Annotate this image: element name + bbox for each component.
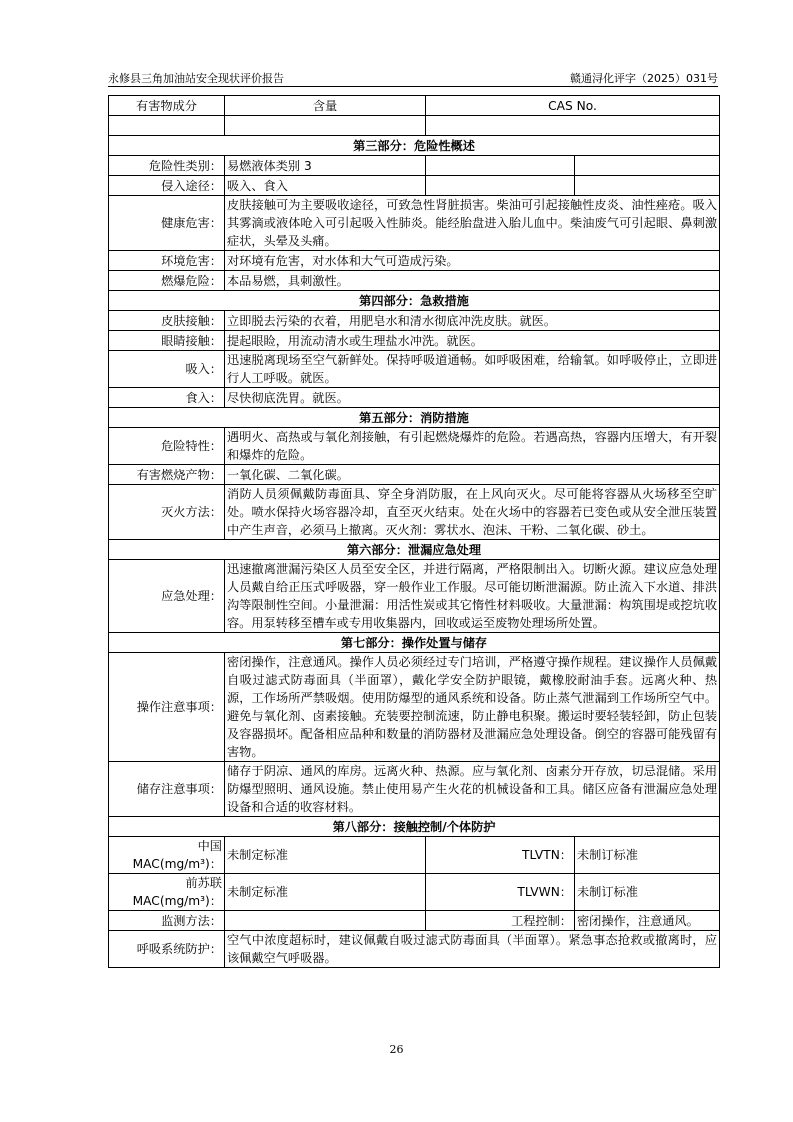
section6-title: 第六部分：泄漏应急处理	[109, 540, 720, 560]
inhale-label: 吸入：	[109, 351, 225, 388]
health-value: 皮肤接触可为主要吸收途径，可致急性肾脏损害。柴油可引起接触性皮炎、油性痤疮。吸入其雾滴或液体呛入可引起吸入性肺炎。能经胎盘进入胎儿血中。柴油废气可引起眼、鼻刺激症状，头晕及头痛。	[225, 196, 720, 251]
storage-value: 储存于阴凉、通风的库房。远离火种、热源。应与氧化剂、卤素分开存放，切忌混储。采用防爆型照明、通风设施。禁止使用易产生火花的机械设备和工具。储区应备有泄漏应急处理设备和合适的收容材料。	[225, 762, 720, 817]
respiratory-value: 空气中浓度超标时，建议佩戴自吸过滤式防毒面具（半面罩）。紧急事态抢救或撤离时，应该佩戴空气呼吸器。	[225, 931, 720, 968]
col-header-component: 有害物成分	[109, 96, 225, 116]
tlvwn-value: 未制订标准	[575, 874, 720, 911]
col-header-cas: CAS No.	[426, 96, 720, 116]
env-value: 对环境有危害，对水体和大气可造成污染。	[225, 251, 720, 271]
section3-title: 第三部分：危险性概述	[109, 136, 720, 156]
fire-hazard-value: 遇明火、高热或与氧化剂接触，有引起燃烧爆炸的危险。若遇高热，容器内压增大，有开裂和爆炸的危险。	[225, 428, 720, 465]
msds-table	[108, 95, 720, 968]
col-header-content: 含量	[225, 96, 426, 116]
emergency-value: 迅速撤离泄漏污染区人员至安全区，并进行隔离，严格限制出入。切断火源。建议应急处理人员戴自给正压式呼吸器，穿一般作业工作服。尽可能切断泄漏源。防止流入下水道、排洪沟等限制性空间。小量泄漏：用活性炭或其它惰性材料吸收。大量泄漏：构筑围堤或挖坑收容。用泵转移至槽车或专用收集器内，回收或运至废物处理场所处置。	[225, 560, 720, 633]
empty-row	[109, 116, 720, 136]
section7-title: 第七部分：操作处置与储存	[109, 633, 720, 653]
combustion-products-value: 一氧化碳、二氧化碳。	[225, 465, 720, 485]
ingest-value: 尽快彻底洗胃。就医。	[225, 388, 720, 408]
eye-label: 眼睛接触：	[109, 331, 225, 351]
report-title: 永修县三角加油站安全现状评价报告	[108, 72, 284, 85]
operation-value: 密闭操作，注意通风。操作人员必须经过专门培训，严格遵守操作规程。建议操作人员佩戴自吸过滤式防毒面具（半面罩），戴化学安全防护眼镜，戴橡胶耐油手套。远离火种、热源，工作场所严禁吸烟。使用防爆型的通风系统和设备。防止蒸气泄漏到工作场所空气中。避免与氧化剂、卤素接触。充装要控制流速，防止静电积聚。搬运时要轻装轻卸，防止包装及容器损坏。配备相应品种和数量的消防器材及泄漏应急处理设备。倒空的容器可能残留有害物。	[225, 653, 720, 762]
emergency-label: 应急处理：	[109, 560, 225, 633]
extinguish-label: 灭火方法：	[109, 485, 225, 540]
section5-title: 第五部分：消防措施	[109, 408, 720, 428]
respiratory-label: 呼吸系统防护：	[109, 931, 225, 968]
route-value: 吸入、食入	[225, 176, 426, 196]
engineering-value: 密闭操作，注意通风。	[575, 911, 720, 931]
monitor-value	[225, 911, 426, 931]
engineering-label: 工程控制：	[426, 911, 575, 931]
page-number: 26	[389, 1043, 404, 1056]
fire-hazard-label: 危险特性：	[109, 428, 225, 465]
column-header-row	[109, 96, 720, 116]
fire-label: 燃爆危险：	[109, 271, 225, 291]
fire-value: 本品易燃，具刺激性。	[225, 271, 720, 291]
tlvtn-label: TLVTN：	[426, 837, 575, 874]
inhale-value: 迅速脱离现场至空气新鲜处。保持呼吸道通畅。如呼吸困难，给输氧。如呼吸停止，立即进行人工呼吸。就医。	[225, 351, 720, 388]
combustion-products-label: 有害燃烧产物：	[109, 465, 225, 485]
su-mac-value: 未制定标准	[225, 874, 426, 911]
tlvtn-value: 未制订标准	[575, 837, 720, 874]
cn-mac-label: 中国MAC(mg/m³)：	[109, 837, 225, 874]
cn-mac-value: 未制定标准	[225, 837, 426, 874]
storage-label: 储存注意事项：	[109, 762, 225, 817]
tlvwn-label: TLVWN：	[426, 874, 575, 911]
hazard-category-value: 易燃液体类别 3	[225, 156, 426, 176]
skin-label: 皮肤接触：	[109, 311, 225, 331]
operation-label: 操作注意事项：	[109, 653, 225, 762]
ingest-label: 食入：	[109, 388, 225, 408]
page-header	[108, 68, 718, 87]
report-number: 赣通浔化评字（2025）031号	[570, 72, 718, 85]
section8-title: 第八部分：接触控制/个体防护	[109, 817, 720, 837]
eye-value: 提起眼睑，用流动清水或生理盐水冲洗。就医。	[225, 331, 720, 351]
extinguish-value: 消防人员须佩戴防毒面具、穿全身消防服，在上风向灭火。尽可能将容器从火场移至空旷处。喷水保持火场容器冷却，直至灭火结束。处在火场中的容器若已变色或从安全泄压装置中产生声音，必须马上撤离。灭火剂：雾状水、泡沫、干粉、二氧化碳、砂土。	[225, 485, 720, 540]
monitor-label: 监测方法：	[109, 911, 225, 931]
env-label: 环境危害：	[109, 251, 225, 271]
skin-value: 立即脱去污染的衣着，用肥皂水和清水彻底冲洗皮肤。就医。	[225, 311, 720, 331]
section4-title: 第四部分：急救措施	[109, 291, 720, 311]
health-label: 健康危害：	[109, 196, 225, 251]
su-mac-label: 前苏联MAC(mg/m³)：	[109, 874, 225, 911]
route-label: 侵入途径：	[109, 176, 225, 196]
hazard-category-label: 危险性类别：	[109, 156, 225, 176]
